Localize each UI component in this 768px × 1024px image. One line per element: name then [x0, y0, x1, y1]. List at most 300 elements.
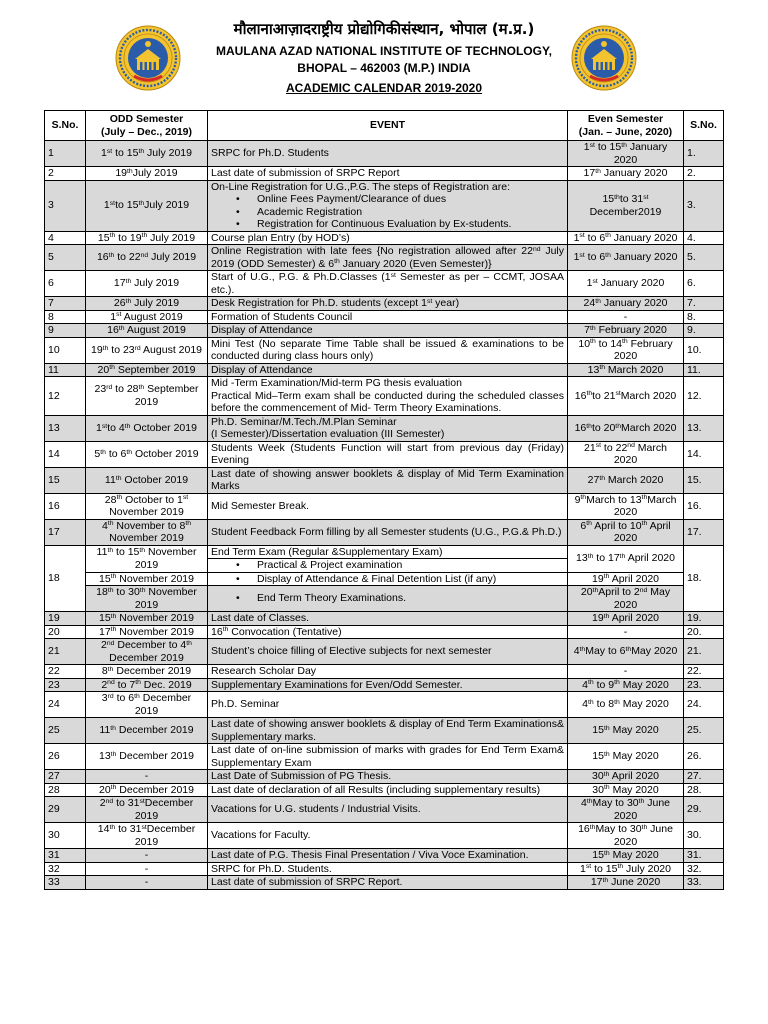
- serial-number-right: 9.: [684, 324, 724, 338]
- even-semester-date: 15th May 2020: [568, 849, 684, 863]
- calendar-row: [45, 377, 724, 416]
- even-semester-date: 30th May 2020: [568, 783, 684, 797]
- odd-semester-date: 1stto 4th October 2019: [86, 415, 208, 441]
- serial-number-left: 13: [45, 415, 86, 441]
- odd-semester-date: 8th December 2019: [86, 665, 208, 679]
- serial-number-right: 8.: [684, 310, 724, 324]
- serial-number-left: 30: [45, 823, 86, 849]
- event-text: Vacations for U.G. students / Industrial Visits.: [211, 803, 421, 816]
- ordinal-suffix: rd: [134, 344, 141, 352]
- event-description: [208, 415, 568, 441]
- calendar-row: [45, 545, 724, 559]
- odd-semester-date: 15th November 2019: [86, 612, 208, 626]
- serial-number-right: 3.: [684, 180, 724, 231]
- ordinal-suffix: th: [185, 520, 191, 528]
- calendar-row: [45, 363, 724, 377]
- event-description: [208, 797, 568, 823]
- event-text: Student Feedback Form filling by all Semester students (U.G., P.G.& Ph.D.): [211, 525, 562, 538]
- ordinal-suffix: st: [116, 311, 122, 319]
- ordinal-suffix: nd: [105, 797, 114, 805]
- serial-number-right: 33.: [684, 876, 724, 890]
- ordinal-suffix: nd: [106, 639, 115, 647]
- ordinal-suffix: th: [603, 784, 610, 792]
- serial-number-right: 25.: [684, 718, 724, 744]
- serial-number-left: 4: [45, 231, 86, 245]
- even-semester-date: 1st to 6th January 2020: [568, 231, 684, 245]
- even-semester-date: 1st to 15th July 2020: [568, 862, 684, 876]
- ordinal-suffix: th: [603, 612, 610, 620]
- bullet-item: • Online Fees Payment/Clearance of dues: [257, 193, 564, 206]
- serial-number-left: 20: [45, 625, 86, 639]
- event-text: Mid Semester Break.: [211, 499, 310, 512]
- ordinal-suffix: nd: [639, 586, 648, 594]
- calendar-row: [45, 770, 724, 784]
- ordinal-suffix: th: [115, 474, 122, 482]
- event-description: [208, 324, 568, 338]
- odd-semester-date: 1st to 15th July 2019: [86, 141, 208, 167]
- event-description: [208, 823, 568, 849]
- serial-number-left: 32: [45, 862, 86, 876]
- odd-semester-date: 1st August 2019: [86, 310, 208, 324]
- ordinal-suffix: th: [138, 200, 145, 208]
- event-description: [208, 467, 568, 493]
- odd-semester-date: -: [86, 876, 208, 890]
- bullet-list: [211, 559, 564, 572]
- odd-semester-date: 15th to 19th July 2019: [86, 231, 208, 245]
- odd-semester-date: -: [86, 849, 208, 863]
- serial-number-left: 17: [45, 519, 86, 545]
- ordinal-suffix: st: [426, 297, 433, 305]
- event-description: [208, 180, 568, 231]
- serial-number-right: 26.: [684, 744, 724, 770]
- odd-semester-date: 13th December 2019: [86, 744, 208, 770]
- even-semester-date: 6th April to 10th April 2020: [568, 519, 684, 545]
- serial-number-right: 1.: [684, 141, 724, 167]
- ordinal-suffix: th: [109, 364, 115, 372]
- institute-name: MAULANA AZAD NATIONAL INSTITUTE OF TECHNOLOGY,: [216, 44, 552, 58]
- even-semester-date: 15thto 31st December2019: [568, 180, 684, 231]
- calendar-row: [45, 783, 724, 797]
- calendar-row: [45, 572, 724, 586]
- event-text-continued: Practical Mid–Term exam shall be conducted during the scheduled classes before the commencement of Mid- Term Theory Examinations.: [211, 389, 564, 414]
- event-description: [208, 363, 568, 377]
- event-text: Display of Attendance: [211, 363, 313, 376]
- event-description: [208, 271, 568, 297]
- serial-number-right: 6.: [684, 271, 724, 297]
- calendar-row: [45, 718, 724, 744]
- calendar-row: [45, 612, 724, 626]
- calendar-row: [45, 876, 724, 890]
- calendar-row: [45, 245, 724, 271]
- ordinal-suffix: th: [590, 338, 596, 346]
- ordinal-suffix: th: [588, 679, 594, 687]
- bullet-list: [211, 193, 564, 231]
- even-semester-date: 19th April 2020: [568, 572, 684, 586]
- event-text: Last date of Classes.: [211, 612, 310, 624]
- event-description: [208, 310, 568, 324]
- event-description: [208, 141, 568, 167]
- event-description: [208, 639, 568, 665]
- serial-number-left: 23: [45, 678, 86, 692]
- ordinal-suffix: th: [605, 232, 611, 240]
- serial-number-left: 10: [45, 337, 86, 363]
- ordinal-suffix: th: [108, 252, 115, 260]
- ordinal-suffix: th: [599, 474, 605, 482]
- ordinal-suffix: th: [334, 258, 340, 266]
- serial-number-right: 12.: [684, 377, 724, 416]
- calendar-row: [45, 231, 724, 245]
- event-description: [208, 718, 568, 744]
- serial-number-right: 17.: [684, 519, 724, 545]
- event-description: [208, 876, 568, 890]
- calendar-row: [45, 586, 724, 612]
- serial-number-right: 16.: [684, 493, 724, 519]
- bullet-list: [211, 573, 564, 586]
- event-text: Last date of declaration of all Results (including supplementary results): [211, 783, 541, 796]
- even-semester-date: -: [568, 665, 684, 679]
- serial-number-left: 3: [45, 180, 86, 231]
- calendar-row: [45, 744, 724, 770]
- event-text: Desk Registration for Ph.D. students (except 1st year): [211, 297, 460, 309]
- serial-number-left: 16: [45, 493, 86, 519]
- column-header-sno-left: S.No.: [45, 111, 86, 141]
- event-description: [208, 744, 568, 770]
- ordinal-suffix: th: [605, 252, 611, 260]
- ordinal-suffix: st: [182, 494, 189, 502]
- serial-number-left: 12: [45, 377, 86, 416]
- event-description: [208, 245, 568, 271]
- ordinal-suffix: th: [110, 612, 117, 620]
- ordinal-suffix: th: [615, 422, 621, 430]
- even-semester-date: 13th to 17th April 2020: [568, 545, 684, 572]
- calendar-row: [45, 665, 724, 679]
- hindi-institute-title: मौलानाआज़ादराष्ट्रीय प्रोद्योगिकीसंस्थान, भोपाल (म.प्र.): [233, 20, 535, 38]
- odd-semester-title: ODD Semester: [109, 113, 184, 125]
- even-semester-date: 4thMay to 30th June 2020: [568, 797, 684, 823]
- even-semester-date: 1st to 15th January 2020: [568, 141, 684, 167]
- ordinal-suffix: th: [107, 586, 114, 594]
- ordinal-suffix: st: [585, 863, 592, 871]
- calendar-row: [45, 639, 724, 665]
- event-description: [208, 849, 568, 863]
- event-description: [208, 441, 568, 467]
- ordinal-suffix: th: [614, 679, 620, 687]
- column-header-even-semester: [568, 111, 684, 141]
- odd-semester-date: 20th December 2019: [86, 783, 208, 797]
- ordinal-suffix: th: [134, 692, 140, 700]
- ordinal-suffix: st: [139, 797, 145, 805]
- ordinal-suffix: th: [589, 324, 596, 332]
- calendar-row: [45, 678, 724, 692]
- odd-semester-date: 26th July 2019: [86, 297, 208, 311]
- even-semester-date: 19th April 2020: [568, 612, 684, 626]
- event-description: [208, 297, 568, 311]
- event-description: [208, 783, 568, 797]
- odd-semester-date: -: [86, 770, 208, 784]
- event-text: Ph.D. Seminar/M.Tech./M.Plan Seminar: [211, 415, 397, 428]
- event-description: [208, 519, 568, 545]
- ordinal-suffix: th: [638, 797, 645, 805]
- odd-semester-date: 17th November 2019: [86, 625, 208, 639]
- odd-semester-date: 15th November 2019: [86, 572, 208, 586]
- event-text: Last Date of Submission of PG Thesis.: [211, 770, 392, 782]
- ordinal-suffix: th: [641, 520, 648, 528]
- ordinal-suffix: th: [127, 167, 133, 175]
- ordinal-suffix: st: [579, 252, 585, 260]
- ordinal-suffix: th: [139, 546, 146, 554]
- ordinal-suffix: th: [579, 646, 586, 654]
- ordinal-suffix: th: [102, 344, 109, 352]
- ordinal-suffix: th: [118, 324, 125, 332]
- odd-semester-date: 28th October to 1st November 2019: [86, 493, 208, 519]
- odd-semester-date: 16th to 22nd July 2019: [86, 245, 208, 271]
- ordinal-suffix: th: [586, 520, 592, 528]
- serial-number-left: 1: [45, 141, 86, 167]
- serial-number-right: 20.: [684, 625, 724, 639]
- even-semester-title: Even Semester: [587, 113, 664, 125]
- even-semester-date: 7th February 2020: [568, 324, 684, 338]
- calendar-row: [45, 324, 724, 338]
- calendar-row: [45, 415, 724, 441]
- even-semester-date: 16thMay to 30th June 2020: [568, 823, 684, 849]
- ordinal-suffix: st: [390, 271, 396, 279]
- odd-semester-date: 11th October 2019: [86, 467, 208, 493]
- odd-semester-date: 4th November to 8th November 2019: [86, 519, 208, 545]
- calendar-body: [45, 141, 724, 890]
- ordinal-suffix: th: [100, 448, 106, 456]
- calendar-row: [45, 337, 724, 363]
- odd-semester-range: (July – Dec., 2019): [100, 125, 193, 138]
- bullet-item: • End Term Theory Examinations.: [257, 592, 564, 605]
- event-text: Mini Test (No separate Time Table shall be issued & examinations to be conducted during class hours only): [211, 337, 564, 362]
- event-description: [208, 586, 568, 612]
- serial-number-right: 18.: [684, 545, 724, 612]
- event-text: SRPC for Ph.D. Students: [211, 147, 329, 160]
- serial-number-right: 31.: [684, 849, 724, 863]
- serial-number-left: 18: [45, 545, 86, 612]
- calendar-row: [45, 167, 724, 181]
- even-semester-date: 27th March 2020: [568, 467, 684, 493]
- ordinal-suffix: th: [107, 520, 114, 528]
- ordinal-suffix: st: [109, 200, 116, 208]
- serial-number-right: 22.: [684, 665, 724, 679]
- column-header-odd-semester: [86, 111, 208, 141]
- serial-number-right: 30.: [684, 823, 724, 849]
- ordinal-suffix: th: [586, 422, 592, 430]
- event-description: [208, 337, 568, 363]
- ordinal-suffix: th: [138, 148, 145, 156]
- ordinal-suffix: rd: [106, 384, 113, 392]
- ordinal-suffix: st: [592, 278, 598, 286]
- odd-semester-date: 14th to 31stDecember 2019: [86, 823, 208, 849]
- event-text: Students Week (Students Function will start from previous day (Friday) Evening: [211, 441, 564, 466]
- event-text: Course plan Entry (by HOD’s): [211, 231, 350, 244]
- ordinal-suffix: rd: [107, 692, 114, 700]
- ordinal-suffix: th: [625, 646, 632, 654]
- event-description: [208, 559, 568, 573]
- serial-number-left: 11: [45, 363, 86, 377]
- even-semester-date: 13th March 2020: [568, 363, 684, 377]
- even-semester-range: (Jan. – June, 2020): [578, 125, 673, 138]
- ordinal-suffix: th: [586, 390, 593, 398]
- serial-number-right: 24.: [684, 692, 724, 718]
- ordinal-suffix: th: [116, 494, 123, 502]
- serial-number-left: 28: [45, 783, 86, 797]
- event-text: SRPC for Ph.D. Students.: [211, 862, 332, 875]
- ordinal-suffix: th: [110, 751, 117, 759]
- event-text: Formation of Students Council: [211, 310, 353, 323]
- calendar-row: [45, 849, 724, 863]
- ordinal-suffix: th: [110, 784, 117, 792]
- ordinal-suffix: th: [614, 193, 620, 201]
- serial-number-right: 19.: [684, 612, 724, 626]
- serial-number-left: 21: [45, 639, 86, 665]
- ordinal-suffix: th: [124, 422, 131, 430]
- event-text-continued: (I Semester)/Dissertation evaluation (III Semester): [211, 428, 445, 440]
- ordinal-suffix: th: [622, 338, 628, 346]
- ordinal-suffix: th: [109, 232, 116, 240]
- serial-number-left: 31: [45, 849, 86, 863]
- odd-semester-date: -: [86, 862, 208, 876]
- serial-number-right: 23.: [684, 678, 724, 692]
- ordinal-suffix: th: [222, 626, 229, 634]
- serial-number-right: 7.: [684, 297, 724, 311]
- even-semester-date: 4thMay to 6thMay 2020: [568, 639, 684, 665]
- ordinal-suffix: nd: [140, 252, 149, 260]
- event-text: Start of U.G., P.G. & Ph.D.Classes (1st Semester as per – CCMT, JOSAA etc.).: [211, 271, 564, 296]
- ordinal-suffix: nd: [107, 679, 115, 687]
- even-semester-date: 17th January 2020: [568, 167, 684, 181]
- serial-number-right: 21.: [684, 639, 724, 665]
- ordinal-suffix: th: [592, 586, 599, 594]
- calendar-row: [45, 441, 724, 467]
- ordinal-suffix: th: [614, 699, 620, 707]
- ordinal-suffix: th: [107, 665, 114, 673]
- odd-semester-date: 11th December 2019: [86, 718, 208, 744]
- ordinal-suffix: th: [135, 679, 141, 687]
- ordinal-suffix: th: [599, 364, 605, 372]
- event-text: End Term Exam (Regular &Supplementary Exam): [211, 545, 443, 558]
- event-text: Last date of submission of SRPC Report.: [211, 876, 403, 888]
- event-text: Supplementary Examinations for Even/Odd Semester.: [211, 678, 463, 691]
- ordinal-suffix: th: [589, 823, 596, 831]
- odd-semester-date: 2nd December to 4th December 2019: [86, 639, 208, 665]
- event-text: Research Scholar Day: [211, 665, 317, 677]
- odd-semester-date: 11th to 15th November 2019: [86, 545, 208, 572]
- event-description: [208, 545, 568, 559]
- even-semester-date: 4th to 9th May 2020: [568, 678, 684, 692]
- odd-semester-date: 23rd to 28th September 2019: [86, 377, 208, 416]
- event-text: Last date of showing answer booklets & display of Mid Term Examination Marks: [211, 467, 564, 492]
- odd-semester-date: 2nd to 7th Dec. 2019: [86, 678, 208, 692]
- ordinal-suffix: st: [101, 422, 108, 430]
- event-text: Last date of submission of SRPC Report: [211, 167, 400, 179]
- event-text: Display of Attendance: [211, 324, 313, 336]
- serial-number-left: 27: [45, 770, 86, 784]
- serial-number-right: 2.: [684, 167, 724, 181]
- ordinal-suffix: th: [603, 770, 610, 778]
- event-description: [208, 678, 568, 692]
- calendar-row: [45, 310, 724, 324]
- event-description: [208, 572, 568, 586]
- event-text: Mid -Term Examination/Mid-term PG thesis evaluation: [211, 377, 462, 389]
- event-text: Student’s choice filling of Elective subjects for next semester: [211, 645, 492, 658]
- even-semester-date: 16thto 20thMarch 2020: [568, 415, 684, 441]
- odd-semester-date: 3rd to 6th December 2019: [86, 692, 208, 718]
- serial-number-right: 13.: [684, 415, 724, 441]
- serial-number-left: 9: [45, 324, 86, 338]
- odd-semester-date: 19thJuly 2019: [86, 167, 208, 181]
- even-semester-date: 24th January 2020: [568, 297, 684, 311]
- calendar-row: [45, 493, 724, 519]
- ordinal-suffix: th: [580, 494, 587, 502]
- even-semester-date: 15th May 2020: [568, 744, 684, 770]
- odd-semester-date: 19th to 23rd August 2019: [86, 337, 208, 363]
- even-semester-date: 15th May 2020: [568, 718, 684, 744]
- serial-number-right: 28.: [684, 783, 724, 797]
- serial-number-left: 29: [45, 797, 86, 823]
- serial-number-right: 29.: [684, 797, 724, 823]
- serial-number-right: 11.: [684, 363, 724, 377]
- calendar-row: [45, 180, 724, 231]
- ordinal-suffix: th: [588, 699, 594, 707]
- bullet-item: • Practical & Project examination: [257, 559, 564, 572]
- ordinal-suffix: th: [602, 876, 609, 884]
- academic-calendar-table: [44, 110, 724, 890]
- serial-number-right: 14.: [684, 441, 724, 467]
- ordinal-suffix: th: [603, 751, 610, 759]
- event-description: [208, 625, 568, 639]
- ordinal-suffix: th: [617, 863, 624, 871]
- serial-number-left: 24: [45, 692, 86, 718]
- ordinal-suffix: th: [586, 797, 593, 805]
- odd-semester-date: 17th July 2019: [86, 271, 208, 297]
- event-text: Last date of showing answer booklets & display of End Term Examinations& Supplementary marks.: [211, 718, 564, 743]
- ordinal-suffix: th: [125, 297, 132, 305]
- calendar-row: [45, 467, 724, 493]
- serial-number-left: 25: [45, 718, 86, 744]
- serial-number-right: 15.: [684, 467, 724, 493]
- serial-number-left: 15: [45, 467, 86, 493]
- serial-number-left: 22: [45, 665, 86, 679]
- event-description: [208, 862, 568, 876]
- event-text: Vacations for Faculty.: [211, 829, 311, 842]
- event-description: [208, 770, 568, 784]
- bullet-list: [211, 592, 564, 605]
- serial-number-left: 14: [45, 441, 86, 467]
- even-semester-date: 1st to 6th January 2020: [568, 245, 684, 271]
- even-semester-date: 10th to 14th February 2020: [568, 337, 684, 363]
- ordinal-suffix: st: [141, 823, 147, 831]
- ordinal-suffix: th: [641, 823, 648, 831]
- ordinal-suffix: th: [110, 725, 116, 733]
- serial-number-left: 33: [45, 876, 86, 890]
- odd-semester-date: 16th August 2019: [86, 324, 208, 338]
- even-semester-date: 9thMarch to 13thMarch 2020: [568, 493, 684, 519]
- serial-number-right: 4.: [684, 231, 724, 245]
- ordinal-suffix: st: [579, 232, 585, 240]
- ordinal-suffix: nd: [627, 442, 635, 450]
- event-description: [208, 167, 568, 181]
- ordinal-suffix: th: [603, 725, 610, 733]
- event-description: [208, 612, 568, 626]
- odd-semester-date: 2nd to 31stDecember 2019: [86, 797, 208, 823]
- odd-semester-date: 5th to 6th October 2019: [86, 441, 208, 467]
- event-text: On-Line Registration for U.G.,P.G. The steps of Registration are:: [211, 180, 511, 193]
- ordinal-suffix: th: [595, 167, 601, 175]
- event-description: [208, 377, 568, 416]
- ordinal-suffix: nd: [532, 245, 541, 253]
